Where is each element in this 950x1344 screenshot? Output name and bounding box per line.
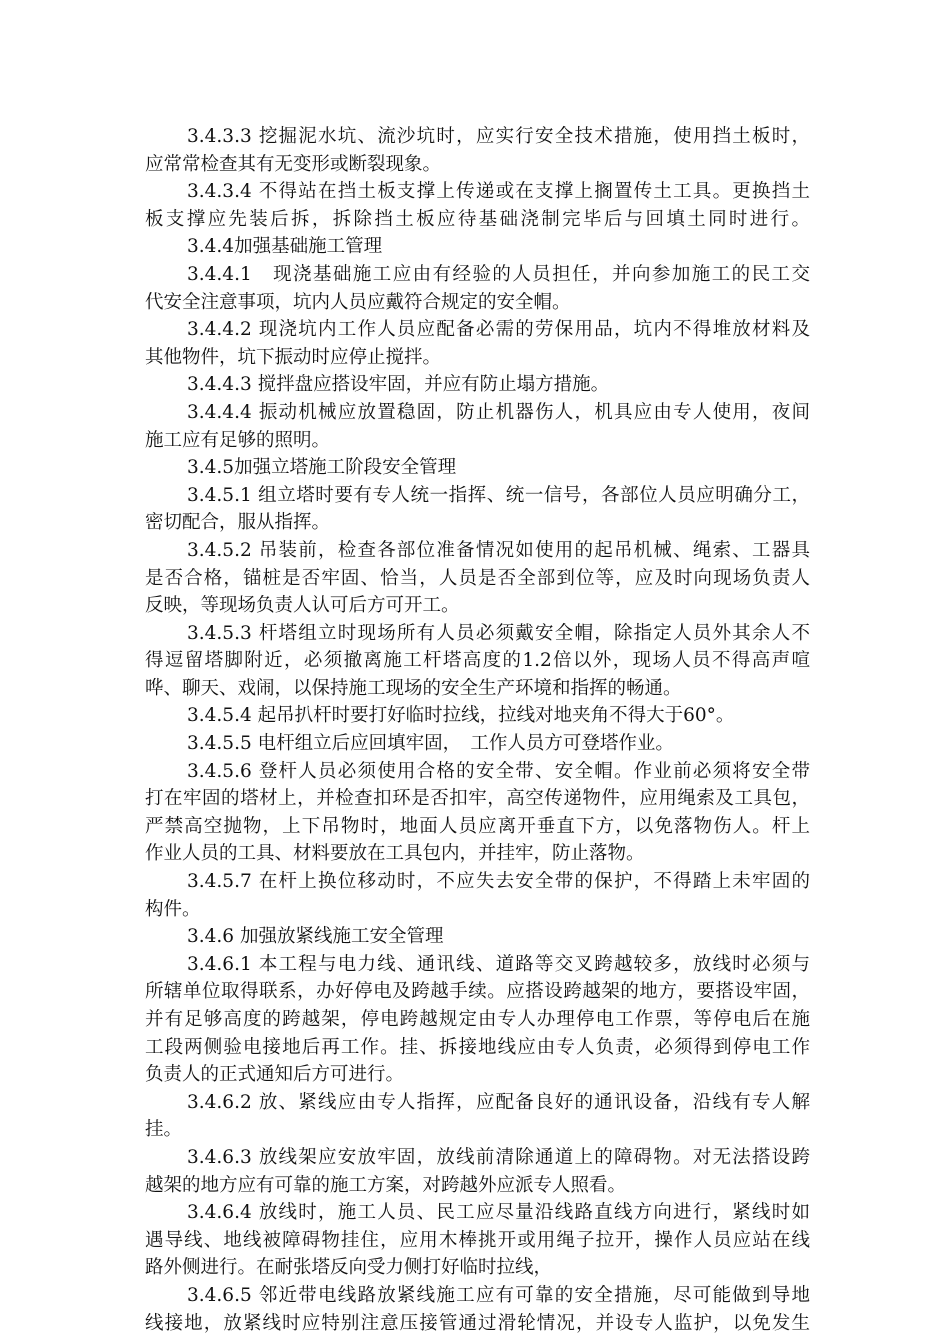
text-line: 作业人员的工具、材料要放在工具包内，并挂牢，防止落物。 [145,843,645,865]
text-line: 并有足够高度的跨越架，停电跨越规定由专人办理停电工作票，等停电后在施 [145,1009,810,1030]
text-line: 工段两侧验电接地后再工作。挂、拆接地线应由专人负责，必须得到停电工作 [145,1036,810,1058]
text-line: 线接地，放紧线时应特别注意压接管通过滑轮情况，并设专人监护，以免发生 [145,1312,810,1334]
text-line: 越架的地方应有可靠的施工方案，对跨越外应派专人照看。 [145,1174,627,1196]
text-line: 板支撑应先装后拆，拆除挡土板应待基础浇制完毕后与回填土同时进行。 [145,208,810,230]
text-line: 3.4.6.1 本工程与电力线、通讯线、道路等交叉跨越较多，放线时必须与 [187,953,810,975]
text-line: 是否合格，锚桩是否牢固、恰当，人员是否全部到位等，应及时向现场负责人 [145,567,810,589]
text-line: 其他物件，坑下振动时应停止搅拌。 [145,346,442,368]
text-line: 3.4.4.2 现浇坑内工作人员应配备必需的劳保用品，坑内不得堆放材料及 [187,319,810,341]
text-line: 路外侧进行。在耐张塔反向受力侧打好临时拉线， [145,1257,553,1279]
text-line: 3.4.6.3 放线架应安放牢固，放线前清除通道上的障碍物。对无法搭设跨 [187,1146,810,1168]
text-line: 3.4.3.3 挖掘泥水坑、流沙坑时，应实行安全技术措施，使用挡土板时， [187,126,810,147]
text-line: 代安全注意事项，坑内人员应戴符合规定的安全帽。 [145,291,571,313]
text-line: 负责人的正式通知后方可进行。 [145,1064,405,1086]
text-line: 3.4.6.4 放线时，施工人员、民工应尽量沿线路直线方向进行，紧线时如 [187,1202,810,1224]
text-line: 反映，等现场负责人认可后方可开工。 [145,595,460,617]
text-line: 3.4.6.2 放、紧线应由专人指挥，应配备良好的通讯设备，沿线有专人解 [187,1091,810,1113]
text-line: 应常常检查其有无变形或断裂现象。 [145,153,442,175]
text-line: 3.4.5.2 吊装前，检查各部位准备情况如使用的起吊机械、绳索、工器具 [187,539,810,561]
text-line: 遇导线、地线被障碍物挂住，应用木棒挑开或用绳子拉开，操作人员应站在线 [145,1229,810,1251]
section-heading: 3.4.5加强立塔施工阶段安全管理 [187,457,457,479]
text-line: 3.4.3.4 不得站在挡土板支撑上传递或在支撑上搁置传土工具。更换挡土 [187,181,810,203]
text-line: 3.4.5.5 电杆组立后应回填牢固， 工作人员方可登塔作业。 [187,733,674,755]
text-line: 施工应有足够的照明。 [145,429,331,451]
text-line: 构件。 [145,898,201,920]
text-line: 3.4.4.4 振动机械应放置稳固，防止机器伤人，机具应由专人使用，夜间 [187,401,810,423]
text-line: 3.4.4.3 搅拌盘应搭设牢固，并应有防止塌方措施。 [187,374,610,396]
text-line: 所辖单位取得联系，办好停电及跨越手续。应搭设跨越架的地方，要搭设牢固， [145,981,810,1003]
text-line: 3.4.4.1 现浇基础施工应由有经验的人员担任，并向参加施工的民工交 [187,263,810,285]
text-line: 得逗留塔脚附近，必须撤离施工杆塔高度的1.2倍以外，现场人员不得高声喧 [145,650,810,672]
text-line: 严禁高空抛物，上下吊物时，地面人员应离开垂直下方，以免落物伤人。杆上 [145,815,810,837]
text-line: 3.4.5.7 在杆上换位移动时，不应失去安全带的保护，不得踏上未牢固的 [187,871,810,893]
text-line: 挂。 [145,1119,183,1141]
text-line: 密切配合，服从指挥。 [145,512,331,534]
text-line: 3.4.5.1 组立塔时要有专人统一指挥、统一信号，各部位人员应明确分工， [187,484,810,506]
text-line: 3.4.6.5 邻近带电线路放紧线施工应有可靠的安全措施，尽可能做到导地 [187,1284,810,1306]
text-line: 3.4.5.3 杆塔组立时现场所有人员必须戴安全帽，除指定人员外其余人不 [187,622,810,644]
text-line: 3.4.5.6 登杆人员必须使用合格的安全带、安全帽。作业前必须将安全带 [187,760,810,782]
text-line: 打在牢固的塔材上，并检查扣环是否扣牢，高空传递物件，应用绳索及工具包， [145,788,810,810]
text-line: 3.4.5.4 起吊扒杆时要打好临时拉线，拉线对地夹角不得大于60°。 [187,705,735,727]
text-line: 哗、聊天、戏闹，以保持施工现场的安全生产环境和指挥的畅通。 [145,677,682,699]
section-heading: 3.4.4加强基础施工管理 [187,236,383,258]
section-heading: 3.4.6 加强放紧线施工安全管理 [187,926,444,948]
document-page [145,123,810,1337]
